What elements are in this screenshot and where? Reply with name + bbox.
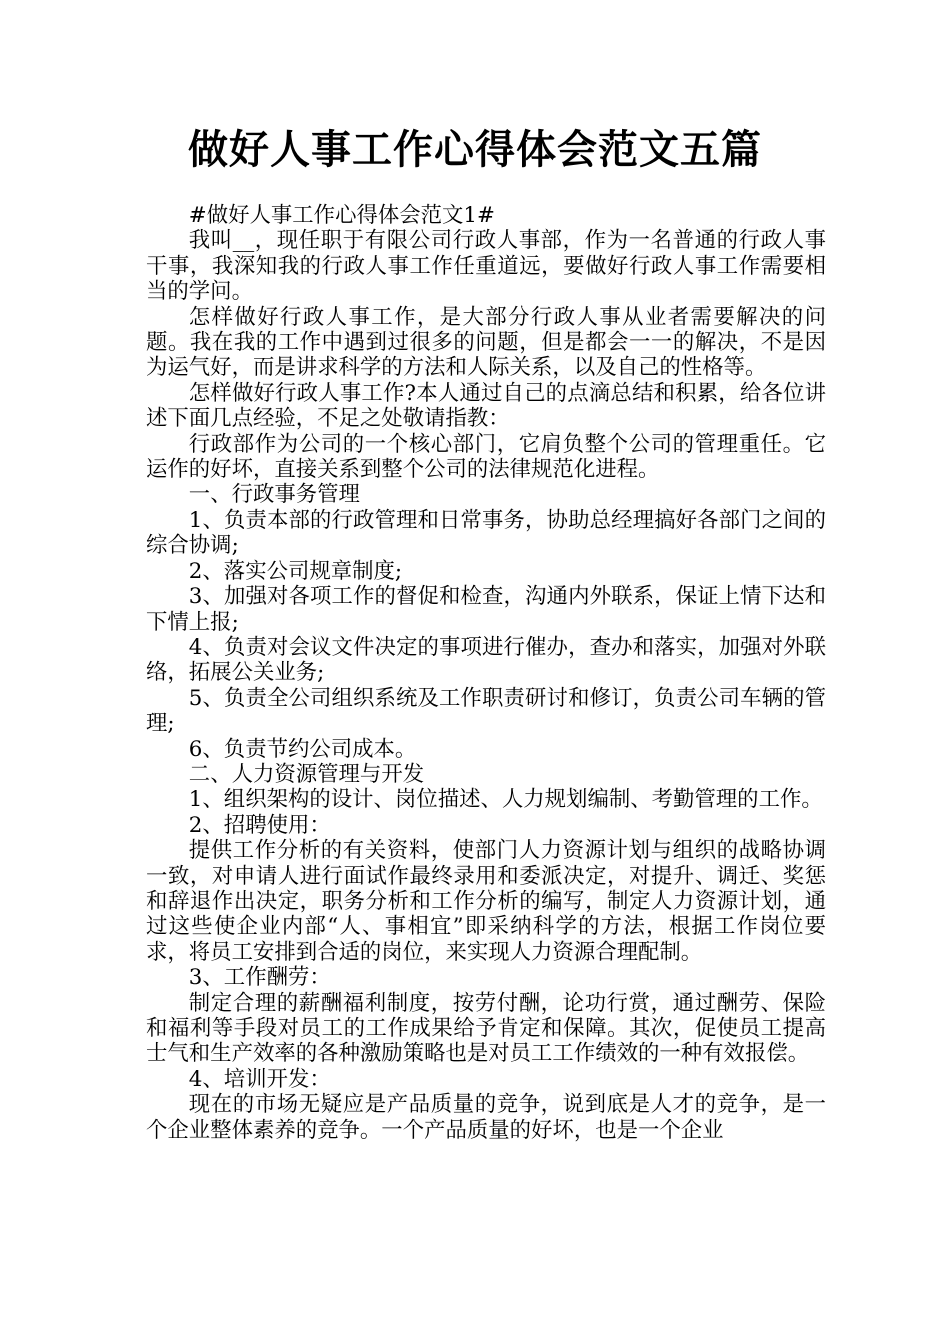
sub-heading: 3、工作酬劳： (188, 965, 331, 991)
sub-heading: 2、招聘使用： (188, 812, 331, 838)
body-paragraph: 行政部作为公司的一个核心部门，它肩负整个公司的管理重任。它运作的好坏，直接关系到整个公司的法律规范化进程。 (146, 431, 826, 483)
list-item: 2、落实公司规章制度; (188, 558, 403, 584)
list-item: 6、负责节约公司成本。 (188, 736, 417, 762)
list-item: 1、负责本部的行政管理和日常事务，协助总经理搞好各部门之间的综合协调; (146, 507, 826, 559)
body-paragraph: 怎样做好行政人事工作?本人通过自己的点滴总结和积累，给各位讲述下面几点经验，不足之处敬请指教： (146, 380, 826, 432)
section-heading: 二、人力资源管理与开发 (188, 761, 425, 787)
document-body (146, 203, 826, 1143)
body-paragraph: 现在的市场无疑应是产品质量的竞争，说到底是人才的竞争，是一个企业整体素养的竞争。一个产品质量的好坏，也是一个企业 (146, 1092, 826, 1143)
body-paragraph: 怎样做好行政人事工作，是大部分行政人事从业者需要解决的问题。我在我的工作中遇到过很多的问题，但是都会一一的解决，不是因为运气好，而是讲求科学的方法和人际关系，以及自己的性格等。 (146, 304, 826, 381)
list-item: 4、负责对会议文件决定的事项进行催办，查办和落实，加强对外联络，拓展公关业务; (146, 634, 826, 686)
body-paragraph: 我叫__，现任职于有限公司行政人事部，作为一名普通的行政人事干事，我深知我的行政人事工作任重道远，要做好行政人事工作需要相当的学问。 (146, 228, 826, 305)
body-paragraph: 提供工作分析的有关资料，使部门人力资源计划与组织的战略协调一致，对申请人进行面试作最终录用和委派决定，对提升、调迁、奖惩和辞退作出决定，职务分析和工作分析的编写，制定人力资源计划，通过这些使企业内部“人、事相宜”即采纳科学的方法，根据工作岗位要求，将员工安排到合适的岗位，来实现人力资源合理配制。 (146, 838, 826, 965)
sub-heading: 4、培训开发： (188, 1066, 331, 1092)
list-item: 1、组织架构的设计、岗位描述、人力规划编制、考勤管理的工作。 (188, 787, 823, 813)
list-item: 3、加强对各项工作的督促和检查，沟通内外联系，保证上情下达和下情上报; (146, 584, 826, 635)
section-heading: 一、行政事务管理 (188, 482, 360, 508)
section-heading: #做好人事工作心得体会范文1# (188, 203, 495, 228)
body-paragraph: 制定合理的薪酬福利制度，按劳付酬，论功行赏，通过酬劳、保险和福利等手段对员工的工作成果给予肯定和保障。其次，促使员工提高士气和生产效率的各种激励策略也是对员工工作绩效的一种有效报偿。 (146, 990, 826, 1067)
list-item: 5、负责全公司组织系统及工作职责研讨和修订，负责公司车辆的管理; (146, 685, 826, 737)
document-title: 做好人事工作心得体会范文五篇 (188, 127, 762, 173)
